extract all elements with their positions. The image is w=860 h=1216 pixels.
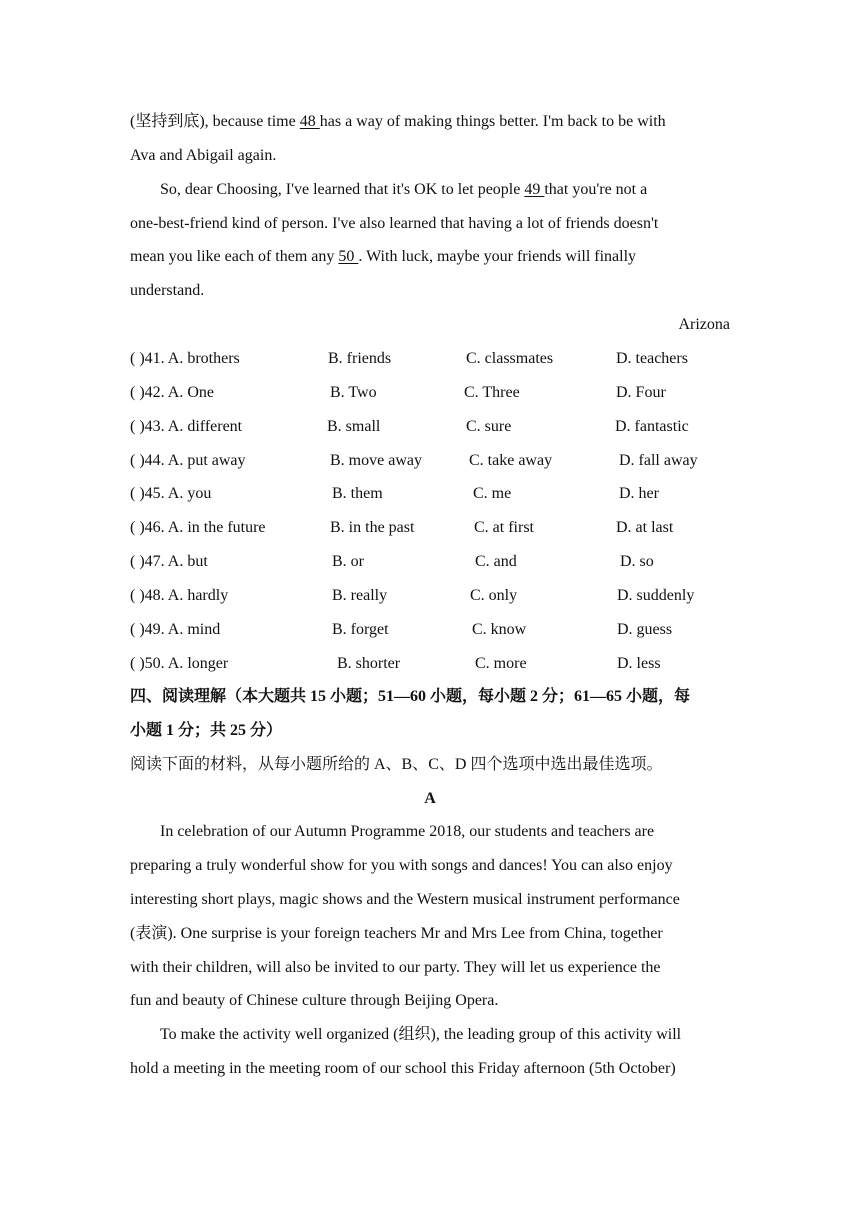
option-b: B. forget [332, 621, 389, 638]
option-a: ( )47. A. but [130, 553, 208, 570]
option-c: C. sure [466, 418, 512, 435]
option-a: ( )49. A. mind [130, 621, 221, 638]
option-c: C. only [470, 587, 518, 604]
passage-label: A [424, 790, 436, 807]
option-a: ( )43. A. different [130, 418, 243, 435]
option-b: B. move away [330, 452, 422, 469]
option-c: C. me [473, 485, 512, 502]
option-d: D. less [617, 655, 661, 672]
option-b: B. friends [328, 350, 392, 367]
option-c: C. and [475, 553, 517, 570]
option-b: B. small [327, 418, 381, 435]
letter-text: (坚持到底), because time [130, 113, 300, 130]
blank-50: 50 [338, 248, 359, 265]
passage-line: interesting short plays, magic shows and the Western musical instrument performance [130, 891, 680, 908]
option-d: D. fantastic [615, 418, 689, 435]
option-b: B. Two [330, 384, 377, 401]
letter-signature: Arizona [678, 316, 730, 333]
section-instruction: 阅读下面的材料，从每小题所给的 A、B、C、D 四个选项中选出最佳选项。 [130, 756, 663, 773]
option-d: D. her [619, 485, 659, 502]
letter-line-3 [130, 180, 730, 200]
letter-line-1 [130, 112, 730, 132]
passage-line: In celebration of our Autumn Programme 2018, our students and teachers are [160, 823, 655, 840]
passage-line: To make the activity well organized (组织), the leading group of this activity will [160, 1026, 682, 1043]
option-d: D. guess [617, 621, 673, 638]
passage-line: fun and beauty of Chinese culture through Beijing Opera. [130, 992, 499, 1009]
option-d: D. so [620, 553, 654, 570]
option-a: ( )48. A. hardly [130, 587, 229, 604]
letter-line-2: Ava and Abigail again. [130, 147, 277, 164]
option-c: C. take away [469, 452, 553, 469]
option-d: D. suddenly [617, 587, 695, 604]
letter-line-4: one-best-friend kind of person. I've also learned that having a lot of friends doesn't [130, 215, 659, 232]
option-c: C. at first [474, 519, 534, 536]
letter-line-6: understand. [130, 282, 205, 299]
option-c: C. classmates [466, 350, 554, 367]
option-b: B. shorter [337, 655, 401, 672]
option-d: D. Four [616, 384, 666, 401]
letter-line-5 [130, 247, 730, 267]
option-a: ( )50. A. longer [130, 655, 229, 672]
letter-text: So, dear Choosing, I've learned that it's OK to let people [160, 181, 525, 198]
option-c: C. know [472, 621, 527, 638]
letter-text: that you're not a [544, 181, 648, 198]
passage-line: hold a meeting in the meeting room of our school this Friday afternoon (5th October) [130, 1060, 676, 1077]
passage-line: with their children, will also be invited to our party. They will let us experience the [130, 959, 661, 976]
option-b: B. or [332, 553, 364, 570]
option-c: C. more [475, 655, 527, 672]
option-a: ( )41. A. brothers [130, 350, 240, 367]
option-c: C. Three [464, 384, 520, 401]
option-b: B. them [332, 485, 383, 502]
option-d: D. at last [616, 519, 674, 536]
passage-line: preparing a truly wonderful show for you with songs and dances! You can also enjoy [130, 857, 673, 874]
blank-48: 48 [299, 113, 320, 130]
passage-line: (表演). One surprise is your foreign teachers Mr and Mrs Lee from China, together [130, 925, 663, 942]
option-b: B. in the past [330, 519, 415, 536]
option-a: ( )46. A. in the future [130, 519, 266, 536]
option-a: ( )45. A. you [130, 485, 212, 502]
section-heading: 四、阅读理解（本大题共 15 小题；51—60 小题，每小题 2 分；61—65 小题，每 [130, 688, 691, 705]
option-a: ( )44. A. put away [130, 452, 246, 469]
blank-49: 49 [524, 181, 545, 198]
letter-text: has a way of making things better. I'm back to be with [319, 113, 666, 130]
option-d: D. fall away [619, 452, 698, 469]
letter-text: mean you like each of them any [130, 248, 339, 265]
letter-text: . With luck, maybe your friends will finally [358, 248, 637, 265]
section-heading-cont: 小题 1 分；共 25 分） [130, 722, 283, 739]
option-a: ( )42. A. One [130, 384, 214, 401]
option-b: B. really [332, 587, 388, 604]
option-d: D. teachers [616, 350, 688, 367]
